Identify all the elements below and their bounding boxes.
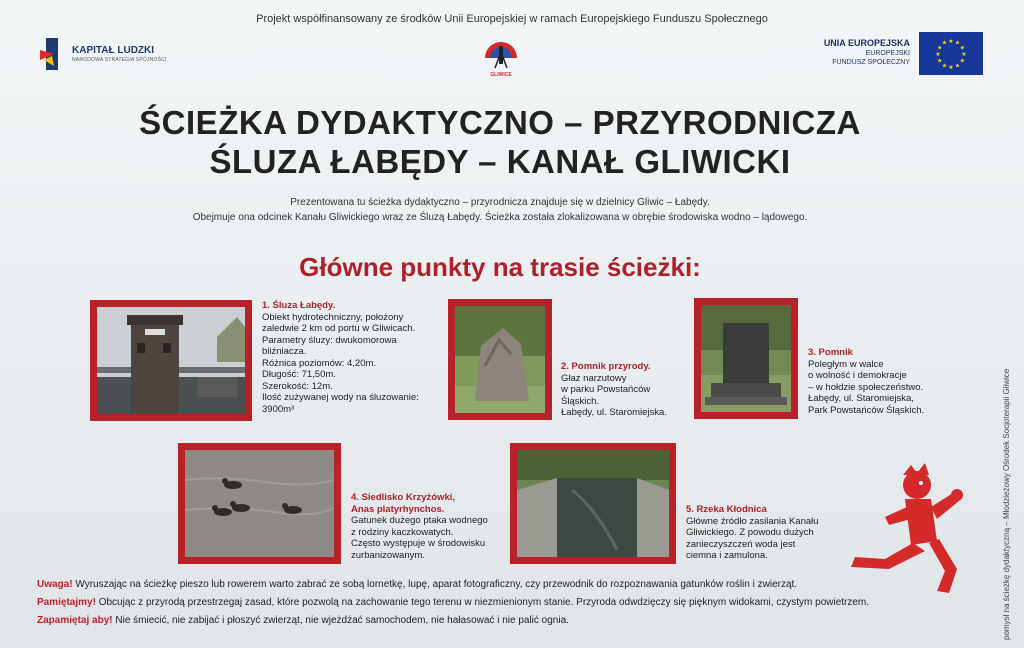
caption-point-1 bbox=[262, 300, 432, 415]
gliwice-logo-text: GLIWICE bbox=[490, 72, 512, 78]
main-title-line2: ŚLUZA ŁABĘDY – KANAŁ GLIWICKI bbox=[209, 143, 791, 180]
ue-line3: FUNDUSZ SPOŁECZNY bbox=[832, 59, 910, 66]
kapital-ludzki-mark-icon bbox=[40, 38, 64, 70]
point-1-title: 1. Śluza Łabędy. bbox=[262, 300, 336, 311]
eu-star-icon: ★ bbox=[937, 45, 943, 52]
point-3-title: 3. Pomnik bbox=[808, 347, 853, 358]
point-4-title2: Anas platyrhynchos. bbox=[351, 503, 445, 515]
point-3-line: Poległym w walce bbox=[808, 358, 884, 370]
point-1-line: 3900m³ bbox=[262, 403, 295, 415]
photo-boulder bbox=[448, 299, 552, 420]
ue-line2: EUROPEJSKI bbox=[865, 50, 910, 57]
photo-sluza-labedy bbox=[90, 300, 252, 421]
point-1-line: Ilość zużywanej wody na śluzowanie: bbox=[262, 392, 419, 403]
cofinance-note: Projekt współfinansowany ze środków Unii Europejskiej w ramach Europejskiego Funduszu Społecznego bbox=[256, 13, 768, 25]
eu-star-icon: ★ bbox=[937, 58, 943, 65]
eu-star-icon: ★ bbox=[959, 45, 965, 52]
footer-text: Wyruszając na ścieżkę pieszo lub rowerem warto zabrać ze sobą lornetkę, lupę, aparat fotograficzny, czy przewodnik do rozpoznawania gatunków roślin i zwierząt. bbox=[72, 579, 798, 590]
eu-star-icon: ★ bbox=[954, 40, 961, 47]
point-1-line: Długość: 71,50m. bbox=[262, 369, 336, 380]
point-3-line: o wolność i demokracje bbox=[808, 370, 907, 381]
eu-star-icon: ★ bbox=[961, 52, 967, 58]
photo-ducks bbox=[178, 443, 341, 564]
main-title-line1: ŚCIEŻKA DYDAKTYCZNO – PRZYRODNICZA bbox=[139, 104, 861, 141]
point-2-line: Głaz narzutowy bbox=[561, 372, 627, 384]
point-5-line: Główne źródło zasilania Kanału bbox=[686, 515, 819, 527]
footer-label: Uwaga! bbox=[37, 579, 73, 590]
intro-line2: Obejmuje ona odcinek Kanału Gliwickiego wraz ze Śluzą Łabędy. Ścieżka została zlokalizowana w obrębie środowiska wodno – lądowego. bbox=[192, 212, 808, 223]
point-1-line: bliźniacza. bbox=[262, 346, 307, 357]
footer-label: Zapamiętaj aby! bbox=[37, 615, 113, 626]
point-5-line: Gliwickiego. Z powodu dużych bbox=[686, 527, 814, 538]
points-subheading: Główne punkty na trasie ścieżki: bbox=[299, 252, 701, 282]
point-4-line: zurbanizowanym. bbox=[351, 549, 425, 561]
footer-note-uwaga bbox=[37, 578, 997, 592]
eu-star-icon: ★ bbox=[948, 39, 954, 45]
kapital-ludzki-logo bbox=[40, 38, 167, 70]
footer-text: Obcując z przyrodą przestrzegaj zasad, które pozwolą na zachowanie tego terenu w niezmienionym stanie. Przyroda odwdzięczy się pięknym widokami, czystym powietrzem. bbox=[95, 597, 870, 608]
point-4-line: Często występuje w środowisku bbox=[351, 538, 486, 549]
point-2-line: Śląskich. bbox=[561, 395, 600, 407]
point-4-line: Gatunek dużego ptaka wodnego bbox=[351, 515, 488, 526]
point-3-line: – w hołdzie społeczeństwo. bbox=[808, 381, 924, 393]
point-1-line: zaledwie 2 km od portu w Gliwicach. bbox=[262, 323, 416, 334]
eu-star-icon: ★ bbox=[954, 63, 961, 70]
point-1-line: Parametry śluzy: dwukomorowa bbox=[262, 334, 397, 346]
gliwice-logo bbox=[481, 38, 521, 78]
eu-star-icon: ★ bbox=[948, 65, 954, 71]
footer-note-zapamietaj bbox=[37, 614, 997, 628]
point-1-line: Szerokość: 12m. bbox=[262, 380, 333, 392]
point-4-title: 4. Siedlisko Krzyżówki, bbox=[351, 492, 456, 503]
footer-label: Pamiętajmy! bbox=[37, 597, 96, 608]
point-3-line: Łabędy, ul. Staromiejska, bbox=[808, 393, 914, 404]
point-4-line: z rodziny kaczkowatych. bbox=[351, 526, 454, 538]
eu-star-icon: ★ bbox=[941, 63, 948, 70]
point-5-line: zanieczyszczeń woda jest bbox=[686, 538, 796, 550]
point-1-line: Różnica poziomów: 4,20m. bbox=[262, 357, 377, 369]
ue-logo-text bbox=[820, 38, 910, 67]
point-2-line: w parku Powstańców bbox=[561, 384, 651, 395]
photo-river bbox=[510, 443, 676, 564]
point-5-line: ciemna i zamulona. bbox=[686, 550, 768, 561]
caption-point-3 bbox=[808, 347, 948, 416]
running-child-mascot-icon bbox=[845, 463, 970, 593]
eu-star-icon: ★ bbox=[941, 40, 948, 47]
intro-line1: Prezentowana tu ścieżka dydaktyczno – przyrodnicza znajduje się w dzielnicy Gliwic – Łabędy. bbox=[290, 197, 710, 208]
caption-point-2 bbox=[561, 361, 681, 419]
eu-star-icon: ★ bbox=[959, 58, 965, 65]
footer-note-pamietajmy bbox=[37, 596, 997, 610]
ue-line1: UNIA EUROPEJSKA bbox=[823, 38, 910, 48]
kapital-ludzki-title: KAPITAŁ LUDZKI bbox=[72, 45, 155, 56]
eu-flag-icon bbox=[919, 32, 983, 75]
point-5-title: 5. Rzeka Kłodnica bbox=[686, 504, 767, 515]
caption-point-5 bbox=[686, 504, 836, 562]
footer-text: Nie śmiecić, nie zabijać i płoszyć zwierząt, nie wjeżdżać samochodem, nie hałasować i nie palić ognia. bbox=[112, 615, 569, 626]
eu-star-icon: ★ bbox=[935, 52, 941, 58]
kapital-ludzki-subtitle: NARODOWA STRATEGIA SPÓJNOŚCI bbox=[72, 57, 167, 63]
point-2-title: 2. Pomnik przyrody. bbox=[561, 361, 651, 372]
point-3-line: Park Powstańców Śląskich. bbox=[808, 404, 925, 416]
side-credit-text: pomysł na ścieżkę dydaktyczną – Młodzieżowy Ośrodek Socjoterapii Gliwice bbox=[1002, 368, 1011, 640]
photo-monument bbox=[694, 298, 798, 419]
point-2-line: Łabędy, ul. Staromiejska. bbox=[561, 407, 667, 418]
caption-point-4 bbox=[351, 492, 511, 561]
point-1-line: Obiekt hydrotechniczny, położony bbox=[262, 311, 404, 323]
